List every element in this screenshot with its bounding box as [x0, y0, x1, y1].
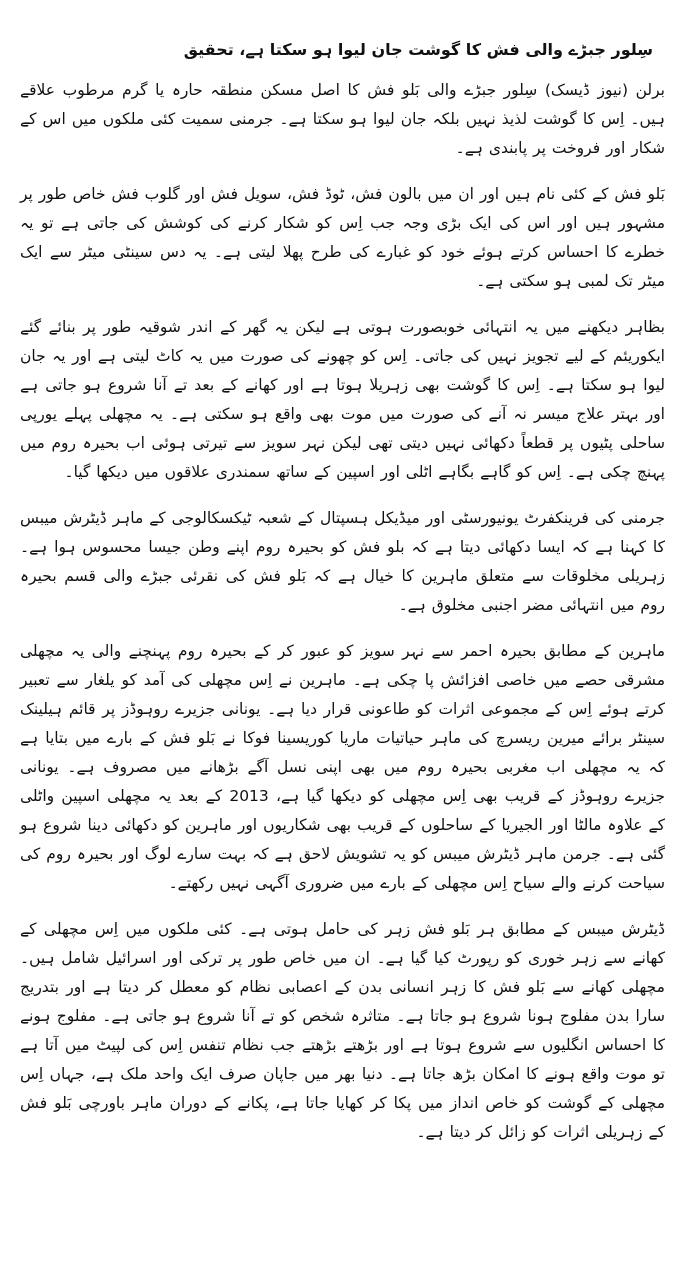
paragraph-intro: برلن (نیوز ڈیسک) سِلور جبڑے والی بَلو فش کا اصل مسکن منطقہ حارہ یا گرم مرطوب علاقے ہیں۔ اِس کا گوشت لذیذ نہیں بلکہ جان لیوا ہو سکتا ہے۔ جرمنی سمیت کئی ملکوں میں اس کے شکار اور فروخت پر پابندی ہے۔: [20, 81, 665, 157]
paragraph-poison: ڈیٹرش میبس کے مطابق ہر بَلو فش زہر کی حامل ہوتی ہے۔ کئی ملکوں میں اِس مچھلی کے کھانے سے زہر خوری کو رپورٹ کیا گیا ہے۔ ان میں خاص طور پر ترکی اور اسرائیل شامل ہیں۔ مچھلی کھانے سے بَلو فش کا زہر انسانی بدن کے اعصابی نظام کو معطل کر دیتا ہے اور بتدریج سارا بدن مفلوج ہونا شروع ہو جاتا ہے۔ متاثرہ شخص کو تے آنا شروع ہو جاتی ہے۔ مفلوج ہونے کا احساس انگلیوں سے شروع ہوتا ہے اور بڑھتے بڑھتے جب نظام تنفس اِس کی لپیٹ میں آتا ہے تو موت واقع ہونے کا امکان بڑھ جاتا ہے۔ دنیا بھر میں جاپان صرف ایک واحد ملک ہے، جہاں اِس مچھلی کے گوشت کو خاص انداز میں پکا کر کھایا جاتا ہے، پکانے کے دوران ماہر باورچی بَلو فش کے زہریلی اثرات کو زائل کر دیتا ہے۔: [20, 920, 665, 1141]
paragraph-danger: بظاہر دیکھنے میں یہ انتہائی خوبصورت ہوتی ہے لیکن یہ گھر کے اندر شوقیہ طور پر بنائے گئے ایکوریئم کے لیے تجویز نہیں کی جاتی۔ اِس کو چھونے کی صورت میں یہ کاٹ لیتی ہے اور یہ جان لیوا ہو سکتا ہے۔ اِس کا گوشت بھی زہریلا ہوتا ہے اور کھانے کے بعد تے آنا شروع ہو جاتی ہے اور بہتر علاج میسر نہ آنے کی صورت میں موت بھی واقع ہو سکتی ہے۔ یہ مچھلی پہلے یورپی ساحلی پٹیوں پر قطعاً دکھائی نہیں دیتی تھی لیکن نہر سویز سے تیرتی ہوئی اب بحیرہ روم میں پہنچ چکی ہے۔ اِس کو گاہے بگاہے اٹلی اور اسپین کے ساتھ سمندری علاقوں میں دیکھا گیا۔: [20, 318, 665, 481]
article: [20, 14, 665, 1164]
headline: سِلور جبڑے والی فش کا گوشت جان لیوا ہو سکتا ہے، تحقیق: [183, 40, 653, 59]
paragraph-expert: جرمنی کی فرینکفرٹ یونیورسٹی اور میڈیکل ہسپتال کے شعبہ ٹیکسکالوجی کے ماہر ڈیٹرش میبس کا کہنا ہے کہ ایسا دکھائی دیتا ہے کہ بلو فش کو بحیرہ روم اپنے وطن جیسا محسوس ہوا ہے۔ زہریلی مخلوقات سے متعلق ماہرین کا خیال ہے کہ بَلو فش کی نقرئی جبڑے والی قسم بحیرہ روم میں انتہائی مضر اجنبی مخلوق ہے۔: [19, 509, 665, 614]
paragraph-names: بَلو فش کے کئی نام ہیں اور ان میں بالون فش، ٹوڈ فش، سویل فش اور گلوب فش خاص طور پر مشہور ہیں اور اس کی ایک بڑی وجہ جب اِس کو شکار کرنے کی کوشش کی جاتی ہے تو یہ خطرے کا احساس کرتے ہوئے خود کو غبارے کی طرح پھلا لیتی ہے۔ یہ دس سینٹی میٹر سے ایک میٹر تک لمبی ہو سکتی ہے۔: [20, 185, 665, 290]
paragraph-spread: ماہرین کے مطابق بحیرہ احمر سے نہر سویز کو عبور کر کے بحیرہ روم پہنچنے والی یہ مچھلی مشرقی حصے میں خاصی افزائش پا چکی ہے۔ ماہرین نے اِس مچھلی کی آمد کو یلغار سے تعبیر کرتے ہوئے اِس کے مجموعی اثرات کو طاعونی قرار دیا ہے۔ یونانی جزیرے روہوڈز پر قائم ہیلینک سینٹر برائے میرین ریسرچ کی ماہر حیاتیات ماریا کوریسینا فوکا نے بَلو فش کے بارے میں بتایا ہے کہ یہ مچھلی اب مغربی بحیرہ روم میں بھی اپنی نسل آگے بڑھانے میں مصروف ہے۔ یونانی جزیرے روہوڈز کے قریب بھی اِس مچھلی کو دیکھا گیا ہے، 2013 کے بعد یہ مچھلی اسپین واٹلی کے علاوہ مالٹا اور الجیریا کے ساحلوں کے قریب بھی شکاریوں اور ماہرین کو دکھائی دینا شروع ہو گئی ہے۔ جرمن ماہر ڈیٹرش میبس کو یہ تشویش لاحق ہے کہ بہت سارے لوگ اور بحیرہ روم کی سیاحت کرنے والے سیاح اِس مچھلی کے بارے میں ضروری آگہی نہیں رکھتے۔: [20, 642, 665, 892]
